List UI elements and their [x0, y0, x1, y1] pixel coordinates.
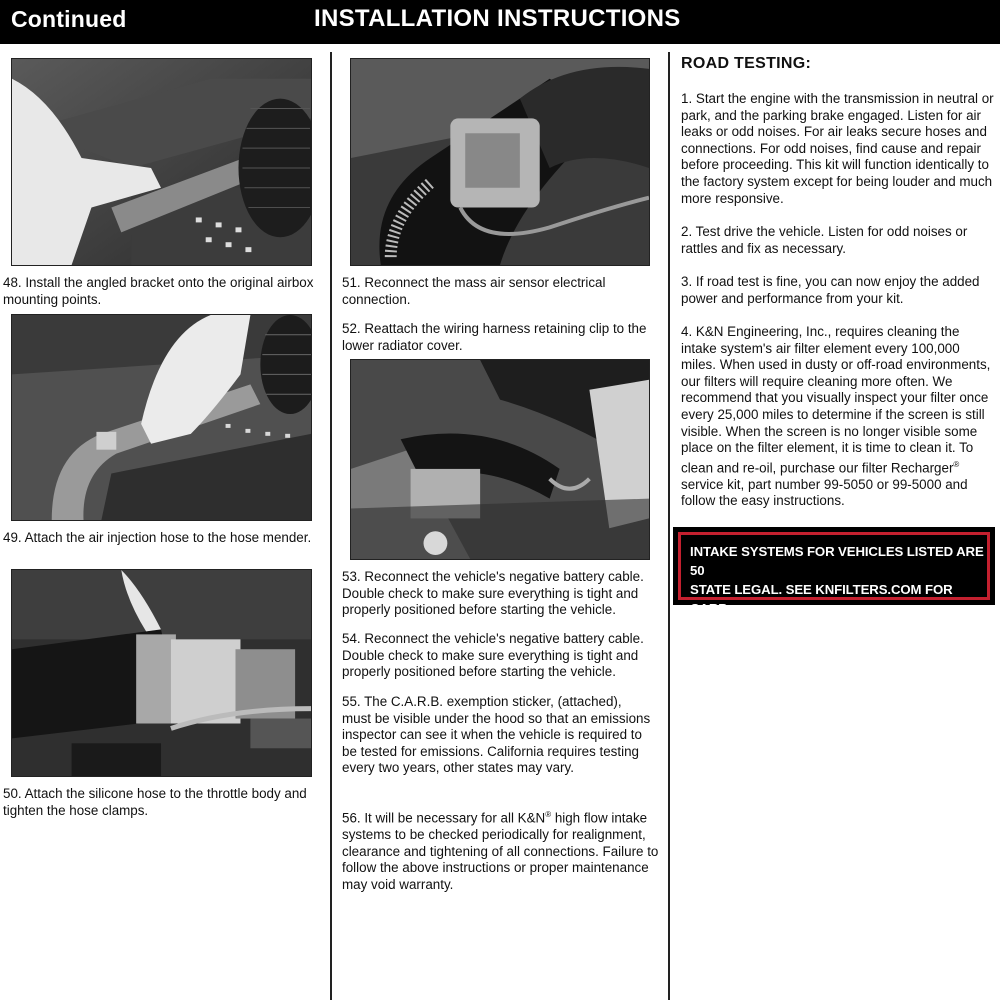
legal-notice-inner [678, 532, 990, 654]
photo-step-48 [11, 58, 312, 266]
registered-mark: ® [545, 810, 552, 819]
road-testing-step-3: 3. If road test is fine, you can now enjoy the added power and performance from your kit. [681, 274, 980, 306]
continued-label: Continued [11, 6, 127, 32]
step-48: 48. Install the angled bracket onto the original airbox mounting points. [3, 275, 314, 307]
photo-step-51 [350, 58, 650, 266]
step-49: 49. Attach the air injection hose to the hose mender. [3, 530, 312, 545]
legal-notice-line-3: STATUS ON EACH PART FOR A SPECIFIC VEHICLE. [690, 620, 949, 654]
legal-notice-line-2: STATE LEGAL. SEE KNFILTERS.COM FOR CARB [690, 582, 953, 616]
road-testing-step-4-text-a: 4. K&N Engineering, Inc., requires cleaning the intake system's air filter element every 100,000 miles. When used in dusty or off-road environments, our filters will require cleaning more often. We recommend that you visually inspect your filter once every 25,000 miles to determine if the screen is still visible. When the screen is no longer visible some place on the filter element, it is time to clean it. To clean and re-oil, purchase our filter Recharger [681, 324, 991, 476]
step-56-text-a: 56. It will be necessary for all K&N [342, 810, 546, 826]
legal-notice-line-1: INTAKE SYSTEMS FOR VEHICLES LISTED ARE 50 [690, 544, 984, 578]
column-divider-right [668, 52, 670, 1000]
column-divider-left [330, 52, 332, 1000]
step-53: 53. Reconnect the vehicle's negative battery cable. Double check to make sure everything is tight and properly positioned before starting the vehicle. [342, 569, 644, 618]
photo-step-49 [11, 314, 312, 521]
page-header [0, 0, 1000, 44]
step-55: 55. The C.A.R.B. exemption sticker, (attached), must be visible under the hood so that an emissions inspector can see it when the vehicle is required to be tested for emissions. California requires testing every two years, other states may vary. [342, 694, 651, 776]
photo-step-50 [11, 569, 312, 777]
photo-step-52 [350, 359, 650, 560]
road-testing-step-1: 1. Start the engine with the transmission in neutral or park, and the parking brake engaged. Listen for air leaks or odd noises. For air leaks secure hoses and connections. For odd noises, find cause and repair before proceeding. This kit will function identically to the factory system except for being louder and much more responsive. [681, 91, 994, 206]
step-51: 51. Reconnect the mass air sensor electrical connection. [342, 275, 606, 307]
road-testing-title: ROAD TESTING: [681, 55, 812, 72]
road-testing-step-2: 2. Test drive the vehicle. Listen for odd noises or rattles and fix as necessary. [681, 224, 968, 256]
legal-notice-box [673, 527, 995, 654]
step-54: 54. Reconnect the vehicle's negative battery cable. Double check to make sure everything is tight and properly positioned before starting the vehicle. [342, 631, 644, 680]
road-testing-step-4 [681, 324, 997, 510]
step-56-text-b: high flow intake systems to be checked periodically for realignment, clearance and tightening of all connections. Failure to follow the above instructions or proper maintenance may void warranty. [342, 810, 659, 892]
step-56 [342, 807, 664, 893]
road-testing-step-4-text-b: service kit, part number 99-5050 or 99-5000 and follow the easy instructions. [681, 476, 968, 509]
step-50: 50. Attach the silicone hose to the throttle body and tighten the hose clamps. [3, 786, 307, 818]
step-52: 52. Reattach the wiring harness retaining clip to the lower radiator cover. [342, 321, 647, 353]
registered-mark: ® [953, 459, 960, 469]
page-title: INSTALLATION INSTRUCTIONS [314, 5, 681, 32]
